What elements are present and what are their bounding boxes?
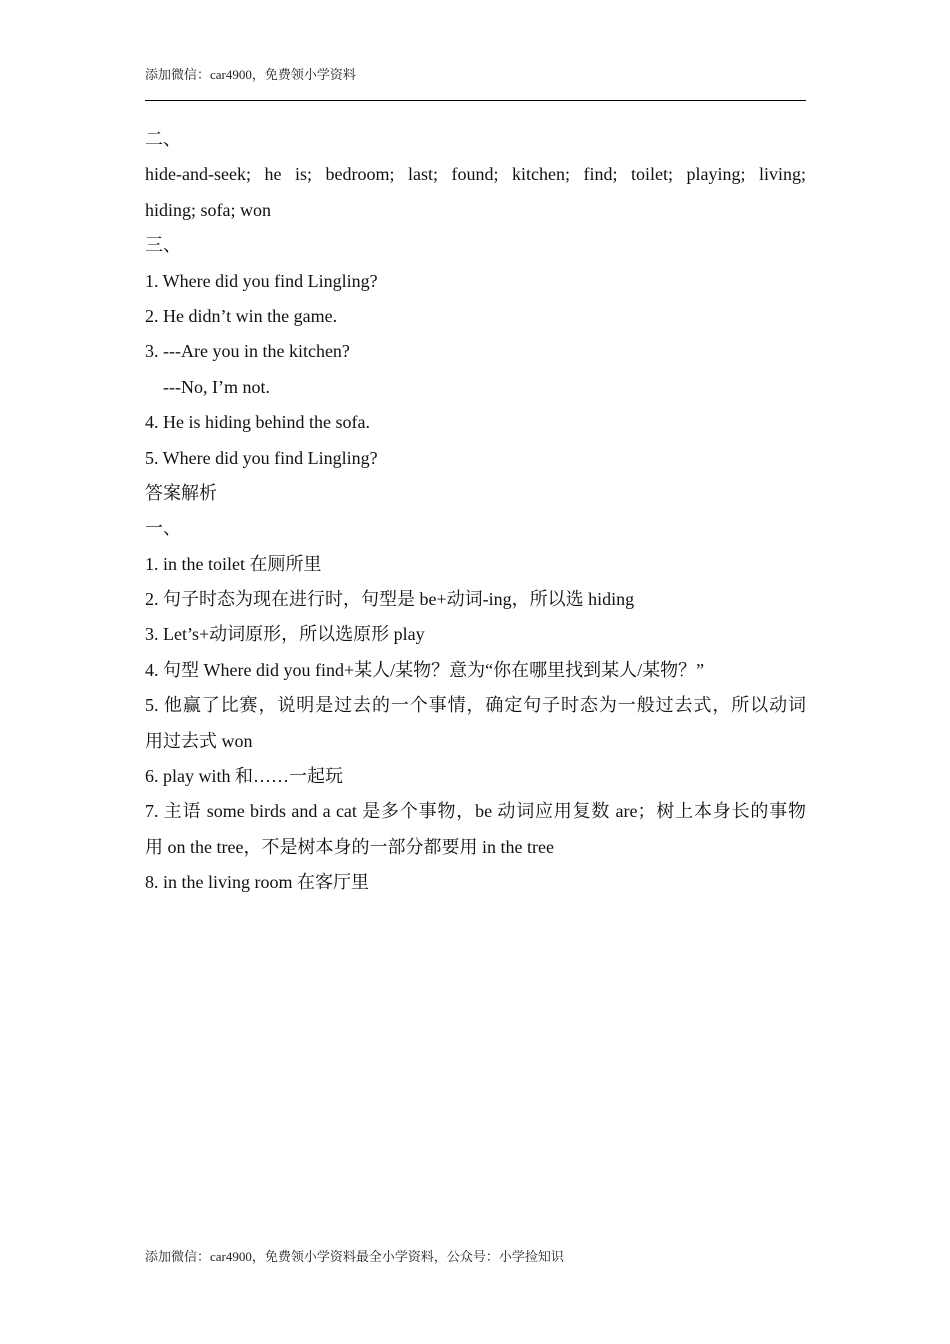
analysis-item: 2. 句子时态为现在进行时，句型是 be+动词-ing，所以选 hiding (145, 589, 635, 610)
page-footer: 添加微信：car4900，免费领小学资料最全小学资料，公众号：小学捡知识 (145, 1249, 564, 1264)
analysis-item: 1. in the toilet 在厕所里 (145, 553, 322, 574)
word-bank-line-1: hide-and-seek; he is; bedroom; last; found; kitchen; find; toilet; playing; living; (145, 164, 806, 185)
analysis-item: 3. Let’s+动词原形，所以选原形 play (145, 624, 425, 645)
answer-item: 3. ---Are you in the kitchen? (145, 341, 350, 362)
analysis-item: 6. play with 和……一起玩 (145, 766, 343, 787)
analysis-item-continued: 用过去式 won (145, 730, 253, 751)
answer-item: 5. Where did you find Lingling? (145, 447, 378, 468)
answer-item: 1. Where did you find Lingling? (145, 270, 378, 291)
document-body (145, 124, 806, 903)
analysis-item-continued: 用 on the tree，不是树本身的一部分都要用 in the tree (145, 836, 554, 857)
analysis-item: 4. 句型 Where did you find+某人/某物？意为“你在哪里找到某人/某物？” (145, 659, 705, 680)
section-2-heading: 二、 (145, 129, 181, 149)
analysis-item: 7. 主语 some birds and a cat 是多个事物，be 动词应用复数 are；树上本身长的事物 (145, 801, 806, 822)
answer-item: 2. He didn’t win the game. (145, 305, 338, 326)
answer-item: 4. He is hiding behind the sofa. (145, 412, 370, 433)
page-header: 添加微信：car4900，免费领小学资料 (145, 67, 356, 82)
answer-item-reply: ---No, I’m not. (163, 376, 270, 397)
analysis-item: 5. 他赢了比赛，说明是过去的一个事情，确定句子时态为一般过去式，所以动词 (145, 695, 806, 716)
analysis-section-1-heading: 一、 (145, 518, 181, 539)
section-3-heading: 三、 (145, 235, 181, 256)
analysis-item: 8. in the living room 在客厅里 (145, 872, 369, 893)
header-divider (145, 100, 806, 101)
word-bank-line-2: hiding; sofa; won (145, 199, 271, 220)
analysis-title: 答案解析 (145, 482, 217, 503)
